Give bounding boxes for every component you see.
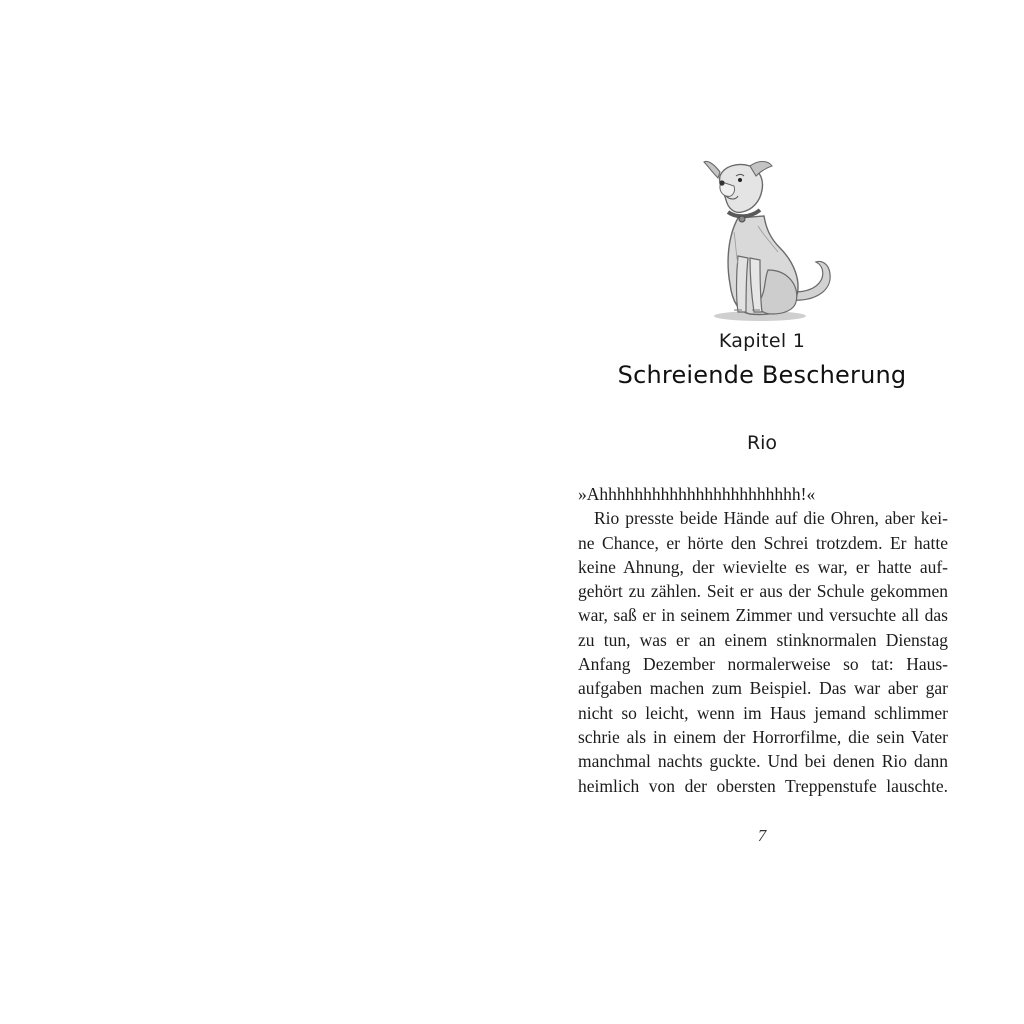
text-line: ne Chance, er hörte den Schrei trotzdem. Er hatte [578,532,948,553]
text-line: schrie als in einem der Horrorfilme, die sein Vater [578,726,948,747]
text-line: manchmal nachts guckte. Und bei denen Rio dann [578,751,948,772]
section-heading: Rio [746,432,778,454]
text-line: Rio presste beide Hände auf die Ohren, aber kei- [594,508,948,529]
text-line: keine Ahnung, der wievielte es war, er hatte auf- [578,556,948,577]
text-line: zu tun, was er an einem stinknormalen Dienstag [578,629,948,650]
text-line: gehört zu zählen. Seit er aus der Schule gekommen [578,581,948,602]
sitting-dog-icon [698,152,838,324]
right-page [512,0,1024,1024]
page-number: 7 [757,826,767,845]
body-text [578,482,948,798]
chapter-title: Schreiende Bescherung [617,361,907,389]
text-line: Anfang Dezember normalerweise so tat: Haus- [578,654,948,675]
text-line: nicht so leicht, wenn im Haus jemand schlimmer [578,702,948,723]
text-line: »Ahhhhhhhhhhhhhhhhhhhhhhh!« [578,484,816,504]
text-line: heimlich von der obersten Treppenstufe lauschte. [578,775,948,796]
text-line: war, saß er in seinem Zimmer und versuchte all das [578,605,948,626]
chapter-number: Kapitel 1 [718,330,806,352]
text-line: aufgaben machen zum Beispiel. Das war aber gar [578,678,948,699]
